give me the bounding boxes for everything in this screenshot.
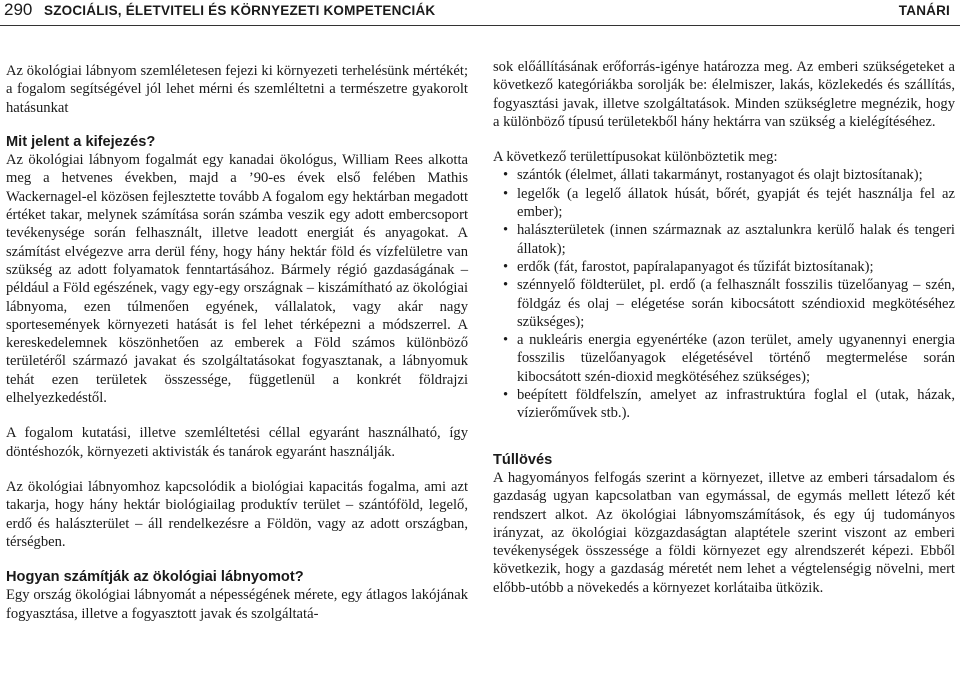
- paragraph-definition: Az ökológiai lábnyom fogalmát egy kanadai ökológus, William Rees alkotta meg a hetvenes években, majd a ’90-es évek első felében Mathis Wackernagel-el közösen fejlesztette tovább A fogalom egy hektárban megadott értéket takar, melynek számítása során számba veszik egy adott embercsoport tevékenysége során felhasznált, illetve leadott energiát és anyagokat. A számítást elvégezve arra derül fény, hogy hány hektár föld és vízfelületre van szükség az adott folyamatok fenntartásához. Bármely régió gazdaságának – például a Föld egészének, vagy egy-egy országnak – kiszámítható az ökológiai lábnyoma, ezen túlmenően egyének, vállalatok, vagy akár nagy sportesemények környezeti hatását is fel lehet térképezni a módszerrel. A kereskedelemnek köszönhetően az emberek a Föld számos különböző területéről származó javakat és szolgáltatásokat fogyasztanak, a lábnyomuk tehát ezen területek összessége, függetlenül a konkrét földrajzi elhelyezkedéstől.: [6, 152, 468, 407]
- list-item: • szénnyelő földterület, pl. erdő (a felhasznált fosszilis tüzelőanyag – szén, földgáz és olaj – elégetése során kibocsátott széndioxid megkötéséhez szükséges);: [517, 276, 955, 331]
- paragraph-calculation: Egy ország ökológiai lábnyomát a népességének mérete, egy átlagos lakójának fogyasztása, illetve a fogyasztott javak és szolgáltatá-: [6, 587, 468, 622]
- list-item: • szántók (élelmet, állati takarmányt, rostanyagot és olajt biztosítanak);: [517, 166, 955, 184]
- heading-what-it-means: Mit jelent a kifejezés?: [6, 133, 156, 150]
- audience-label: TANÁRI: [898, 3, 950, 18]
- paragraph-resource-demand: sok előállításának erőforrás-igénye határozza meg. Az emberi szükségeteket a következő kategóriákba sorolják be: élelmiszer, lakás, közlekedés és szállítás, fogyasztási javak, illetve szolgáltatások. Minden szükségletre megnézik, hogy a különböző típusú területekből hány hektárra van szükség a kielégítéséhez.: [493, 59, 955, 130]
- list-item: • a nukleáris energia egyenértéke (azon terület, amely ugyanennyi energia fosszilis tüzelőanyagok elégetésével történő megtermelése során kibocsátott szén-dioxid megkötéséhez szükséges);: [517, 331, 955, 386]
- page-number: 290: [4, 0, 33, 19]
- heading-how-calculated: Hogyan számítják az ökológiai lábnyomot?: [6, 569, 304, 586]
- paragraph-overshoot: A hagyományos felfogás szerint a környezet, illetve az emberi társadalom és gazdaság ugyan kapcsolatban van egymással, de egymás mellett létező két rendszert alkot. Az ökológiai lábnyomszámítások, és egy új tudományos irányzat, az ökológiai közgazdaságtan alaptétele szerint viszont az emberi tevékenységek összessége a földi környezet egy alrendszerét képezi. Ebből következik, hogy a gazdaság méretét nem lehet a végtelenségig növelni, mert előbb-utóbb a növekedés a környezet korlátaiba ütközik.: [493, 469, 955, 596]
- paragraph-usage: A fogalom kutatási, illetve szemléltetési céllal egyaránt használható, így döntéshozók, környezeti aktivisták és tanárok egyaránt használják.: [6, 425, 468, 460]
- left-column: [6, 62, 468, 623]
- header-rule: [0, 25, 960, 26]
- page-header: [0, 0, 960, 24]
- area-type-list: [493, 166, 955, 422]
- list-item: • halászterületek (innen származnak az asztalunkra kerülő halak és tengeri állatok);: [517, 221, 955, 258]
- heading-overshoot: Túllövés: [493, 451, 553, 468]
- section-title: SZOCIÁLIS, ÉLETVITELI ÉS KÖRNYEZETI KOMPETENCIÁK: [44, 3, 436, 18]
- paragraph-biocapacity: Az ökológiai lábnyomhoz kapcsolódik a biológiai kapacitás fogalma, ami azt takarja, hogy hány hektár biológiailag produktív terület – szántóföld, legelő, erdő és halászterület – áll rendelkezésre a Földön, vagy az adott országban, térségben.: [6, 478, 468, 550]
- intro-paragraph: Az ökológiai lábnyom szemléletesen fejezi ki környezeti terhelésünk mértékét; a fogalom segítségével jól lehet mérni és szemléltetni a természetre gyakorolt hatásunkat: [6, 63, 468, 116]
- list-item: • legelők (a legelő állatok húsát, bőrét, gyapját és tejét használja fel az ember);: [517, 185, 955, 222]
- list-item: • erdők (fát, farostot, papíralapanyagot és tűzifát biztosítanak);: [517, 258, 955, 276]
- list-item: • beépített földfelszín, amelyet az infrastruktúra foglal el (utak, házak, vízierőművek stb.).: [517, 386, 955, 423]
- list-intro: A következő területtípusokat különböztetik meg:: [493, 149, 778, 166]
- right-column: [493, 58, 955, 597]
